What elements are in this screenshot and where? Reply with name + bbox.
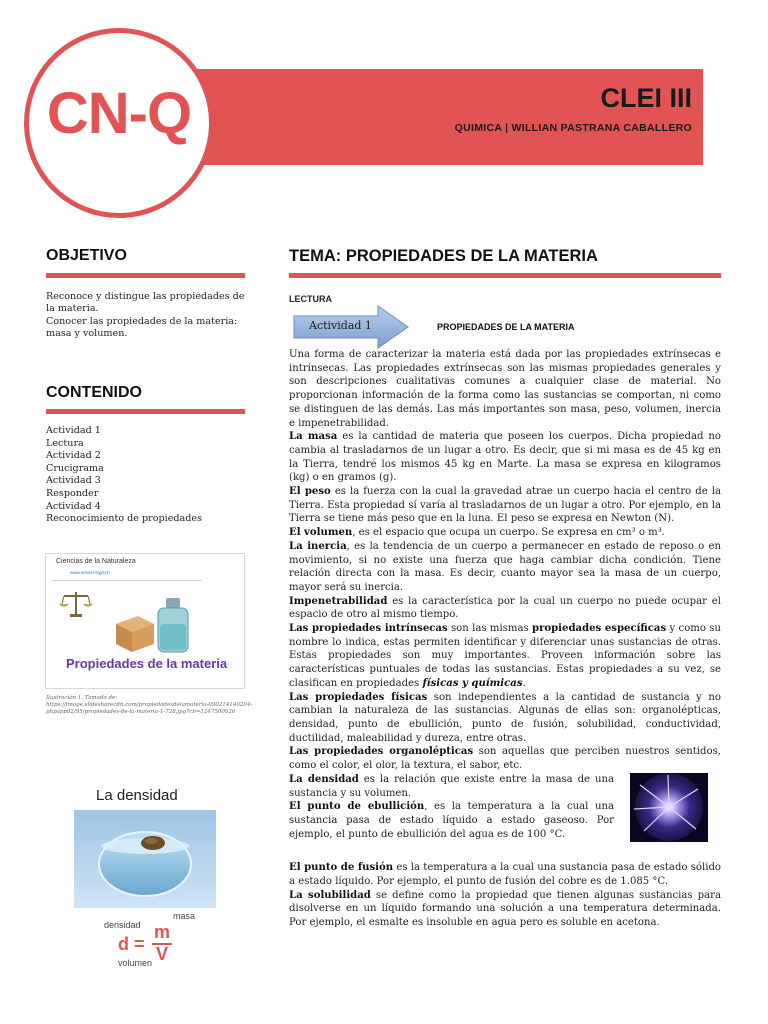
paragraph: La densidad es la relación que existe entre la masa de una sustancia y su volumen. — [289, 773, 614, 799]
objetivo-rule — [46, 273, 245, 278]
image-caption: Ilustración 1. Tomado de: https://image.slidesharecdn.com/propiedadesdelamateria-090214140204-phpapp02/95/propiedades-de-la-materia-1-728.jpg?cb=1247500626 — [46, 695, 253, 715]
paragraph: Las propiedades organolépticas son aquellas que perciben nuestros sentidos, como el color, el olor, la textura, el sabor, etc. — [289, 746, 721, 772]
density-title: La densidad — [96, 787, 178, 804]
list-item: Lectura — [46, 437, 84, 449]
objetivo-line: Conocer las propiedades de la materia: — [46, 315, 238, 327]
formula-denominator: V — [156, 944, 169, 964]
paragraph: La inercia, es la tendencia de un cuerpo a permanecer en estado de reposo o en movimiento, si no existe una fuerza que haga cambiar dicha condición. Tiene relación directa con la masa. Es decir, cuanto mayor sea la masa de un cuerpo, mayor será su inercia. — [289, 540, 721, 593]
paragraph: Las propiedades físicas son independientes a la cantidad de sustancia y no cambian la naturaleza de las sustancias. Algunas de ellas son: organolépticas, densidad, punto de ebullición, punto de fusión, solubilidad, conductividad, ductilidad, maleabilidad y dureza, entre otras. — [289, 691, 721, 744]
document-subtitle: QUIMICA | WILLIAN PASTRANA CABALLERO — [454, 122, 692, 134]
tema-rule — [289, 273, 721, 278]
density-photo — [74, 810, 216, 908]
label-density: densidad — [104, 920, 141, 930]
contenido-list — [46, 425, 202, 526]
document-title: CLEI III — [600, 83, 692, 113]
paragraph: El punto de ebullición, es la temperatura a la cual una sustancia pasa de estado líquido a estado gaseoso. Por ejemplo, el punto de ebullición del agua es de 100 °C. — [289, 801, 614, 840]
lectura-label: LECTURA — [289, 294, 332, 304]
list-item: Actividad 4 — [46, 500, 101, 512]
objetivo-line: la materia. — [46, 303, 99, 315]
list-item: Actividad 3 — [46, 475, 101, 487]
image-label: Propiedades de la materia — [66, 656, 228, 671]
list-item: Responder — [46, 487, 99, 499]
list-item: Actividad 2 — [46, 450, 101, 462]
objetivo-title: OBJETIVO — [46, 247, 127, 264]
paragraph: El punto de fusión es la temperatura a la cual una sustancia pasa de estado sólido a estado líquido. Por ejemplo, el punto de fusión del cobre es de 1.085 °C. — [289, 862, 721, 888]
label-volume: volumen — [118, 958, 153, 968]
brand-text: Ciencias de la Naturaleza — [56, 558, 136, 565]
paragraph: Una forma de caracterizar la materia está dada por las propiedades extrínsecas e intrínsecas. Las propiedades extrínsecas son las mismas propiedades generales y son descripciones cualitativas comunes a cualquier clase de material. No proporcionan información de la forma como las sustancias se comportan, ni como se distinguen de las demás. Las más importantes son masa, peso, volumen, inercia e impenetrabilidad. — [289, 349, 721, 429]
plasma-ball-image — [630, 773, 708, 842]
objetivo-line: Reconoce y distingue las propiedades de — [46, 291, 245, 302]
list-item: Actividad 1 — [46, 425, 101, 436]
contenido-title: CONTENIDO — [46, 384, 142, 401]
paragraph: El peso es la fuerza con la cual la gravedad atrae un cuerpo hacia el centro de la Tierra. Esta propiedad sí varía al trasladarnos de un lugar a otro. Por ejemplo, en la Tierra se tiene más peso que en la luna. El peso se expresa en Newton (N). — [289, 486, 722, 525]
paragraph: Impenetrabilidad es la característica por la cual un cuerpo no puede ocupar el espacio de otro al mismo tiempo. — [289, 595, 721, 621]
lectura-subheading: PROPIEDADES DE LA MATERIA — [437, 322, 575, 332]
formula-lhs: d = — [118, 934, 145, 954]
label-mass: masa — [173, 911, 196, 921]
formula-numerator: m — [154, 922, 171, 942]
objetivo-text — [46, 291, 251, 341]
activity-arrow-label: Actividad 1 — [309, 319, 372, 332]
reading-body — [289, 348, 721, 930]
paragraph: Las propiedades intrínsecas son las mismas propiedades específicas y como su nombre lo indica, estas permiten identificar y diferenciar unas sustancias de otras. Estas propiedades son muy importantes. Proveen información sobre las características puntuales de todas las sustancias. Estas propiedades a su vez, se clasifican en propiedades físicas y químicas. — [289, 623, 721, 689]
propiedades-image — [45, 553, 245, 689]
list-item: Crucigrama — [46, 462, 104, 474]
contenido-rule — [46, 409, 245, 414]
objetivo-line: masa y volumen. — [46, 328, 128, 340]
brand-url: www.eessel.org/ccn — [70, 570, 110, 575]
paragraph: El volumen, es el espacio que ocupa un cuerpo. Se expresa en cm³ o m³. — [289, 527, 665, 539]
paragraph: La masa es la cantidad de materia que poseen los cuerpos. Dicha propiedad no cambia al trasladarnos de un lugar a otro. Es decir, que si mi masa es de 45 kg en la Tierra, tendré los mismos 45 kg en Marte. La masa se expresa en kilogramos (kg) o en gramos (g). — [289, 431, 721, 484]
tema-title: TEMA: PROPIEDADES DE LA MATERIA — [289, 247, 598, 265]
logo-text: CN-Q — [46, 81, 192, 146]
paragraph: La solubilidad se define como la propiedad que tienen algunas sustancias para disolverse en un líquido formando una solución a una temperatura determinada. Por ejemplo, el esmalte es insoluble en agua pero es soluble en acetona. — [289, 889, 721, 929]
list-item: Reconocimiento de propiedades — [46, 513, 203, 525]
